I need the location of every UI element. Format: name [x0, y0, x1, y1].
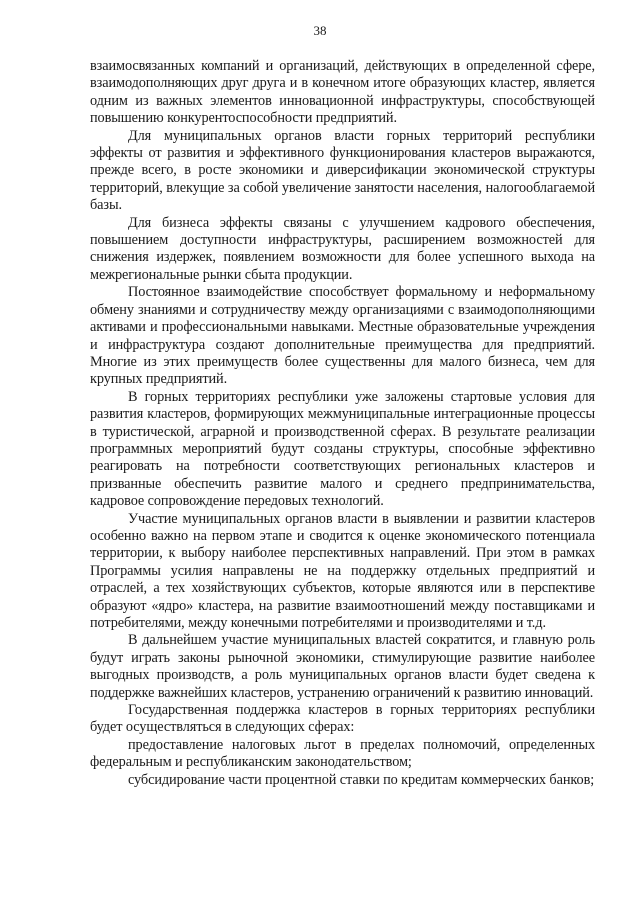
- paragraph-interest-subsidy: субсидирование части процентной ставки по кредитам коммерческих банков;: [128, 771, 595, 788]
- paragraph-tax-benefits: предоставление налоговых льгот в пределах полномочий, определенных федеральным и республиканским законодательством;: [90, 736, 595, 771]
- paragraph-starting-conditions: В горных территориях республики уже заложены стартовые условия для развития кластеров, формирующих межмуниципальные интеграционные процессы в туристической, аграрной и производственной сферах. В результате реализации программных мероприятий будут созданы структуры, способные эффективно реагировать на потребности соответствующих региональных кластеров и призванные обеспечить развитие малого и среднего предпринимательства, кадровое сопровождение передовых технологий.: [90, 388, 595, 510]
- paragraph-continuation: взаимосвязанных компаний и организаций, действующих в определенной сфере, взаимодополняющих друг друга и в конечном итоге образующих кластер, является одним из важных элементов инновационной инфраструктуры, способствующей повышению конкурентоспособности предприятий.: [90, 58, 595, 127]
- paragraph-municipal-effects: Для муниципальных органов власти горных территорий республики эффекты от развития и эффективного функционирования кластеров выражаются, прежде всего, в росте экономики и диверсификации экономической структуры территорий, влекущие за собой увеличение занятости населения, налогооблагаемой базы.: [90, 127, 595, 214]
- paragraph-state-support: Государственная поддержка кластеров в горных территориях республики будет осуществляться в следующих сферах:: [90, 702, 595, 736]
- paragraph-future-role: В дальнейшем участие муниципальных властей сократится, и главную роль будут играть законы рыночной экономики, стимулирующие развитие наиболее выгодных производств, а роль муниципальных органов власти будет сведена к поддержке важнейших кластеров, устранению ограничений к развитию инноваций.: [90, 632, 595, 701]
- paragraph-business-effects: Для бизнеса эффекты связаны с улучшением кадрового обеспечения, повышением доступности инфраструктуры, расширением возможностей для снижения издержек, появлением возможности для более успешного выхода на межрегиональные рынки сбыта продукции.: [90, 214, 595, 283]
- paragraph-municipal-participation: Участие муниципальных органов власти в выявлении и развитии кластеров особенно важно на первом этапе и сводится к оценке экономического потенциала территории, к выбору наиболее перспективных направлений. При этом в рамках Программы усилия направлены не на поддержку отдельных предприятий и отраслей, а тех хозяйствующих субъектов, которые являются или в перспективе образуют «ядро» кластера, на развитие взаимоотношений между поставщиками и потребителями, между конечными потребителями и производителями и т.д.: [90, 510, 595, 631]
- paragraph-interaction: Постоянное взаимодействие способствует формальному и неформальному обмену знаниями и сотрудничеству между организациями с взаимодополняющими активами и профессиональными навыками. Местные образовательные учреждения и инфраструктура создают дополнительные преимущества для предприятий. Многие из этих преимуществ более существенны для малого бизнеса, чем для крупных предприятий.: [90, 284, 595, 388]
- document-body: [90, 58, 595, 789]
- page-number: 38: [313, 23, 327, 38]
